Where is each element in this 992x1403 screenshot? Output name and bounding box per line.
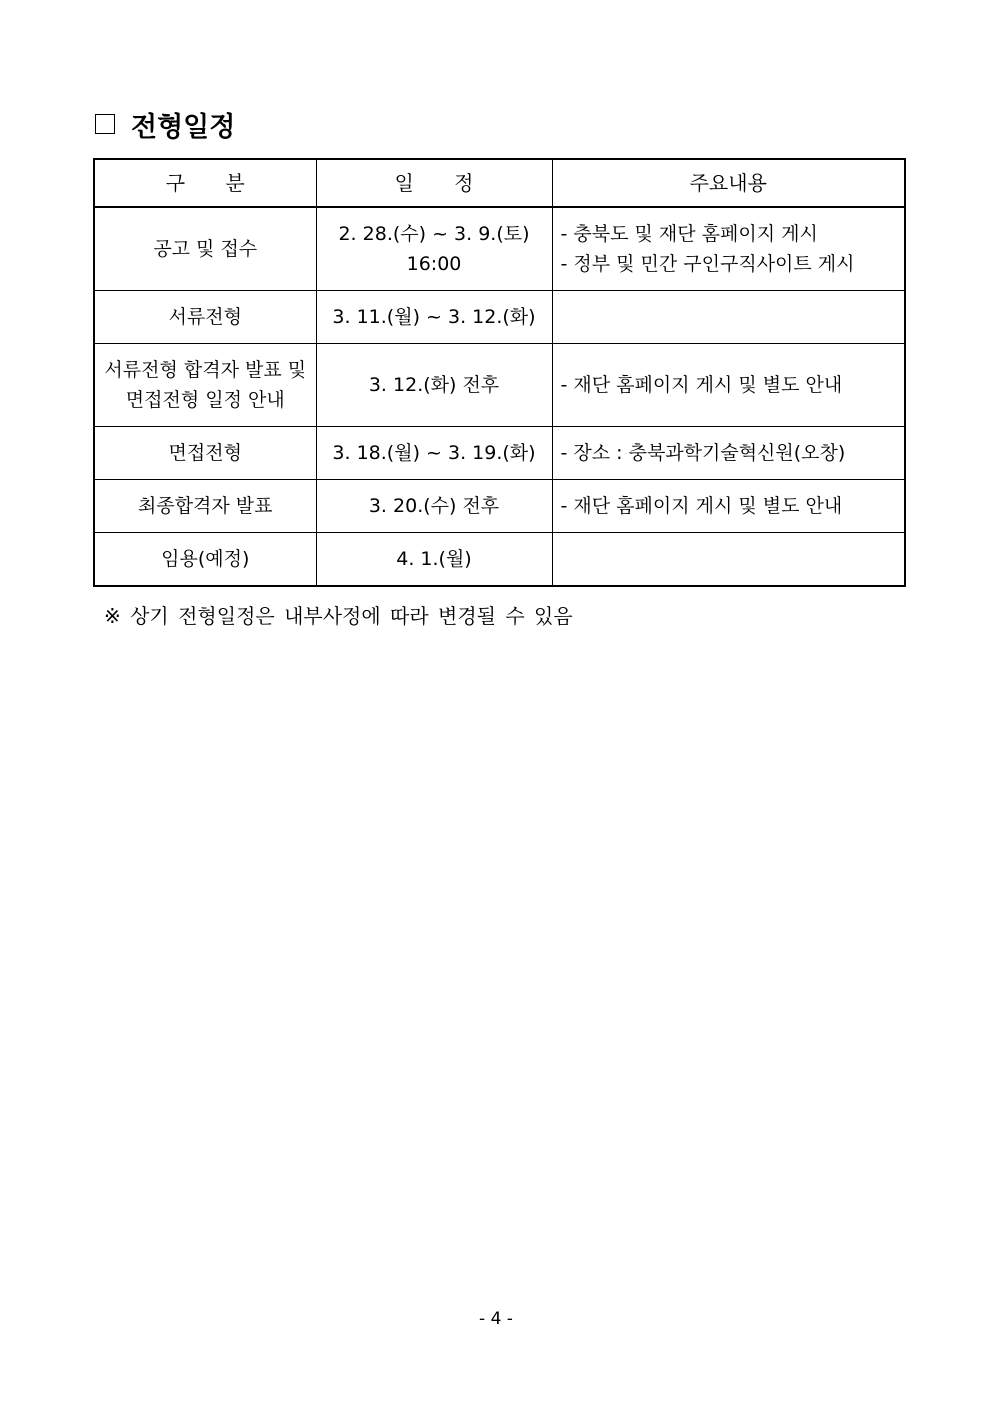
schedule-line: 16:00 xyxy=(406,253,462,275)
table-header-row xyxy=(94,159,905,207)
row-schedule xyxy=(316,344,552,427)
detail-line: - 장소 : 충북과학기술혁신원(오창) xyxy=(560,442,846,464)
checkbox-square-icon xyxy=(95,114,115,134)
schedule-table xyxy=(93,158,906,587)
table-row xyxy=(94,533,905,587)
row-details xyxy=(552,533,905,587)
detail-line: - 재단 홈페이지 게시 및 별도 안내 xyxy=(560,374,843,396)
schedule-line: 4. 1.(월) xyxy=(396,548,472,570)
schedule-line: 2. 28.(수) ~ 3. 9.(토) xyxy=(338,223,530,245)
table-row xyxy=(94,207,905,291)
row-details xyxy=(552,427,905,480)
header-category: 구 분 xyxy=(94,159,316,207)
schedule-line: 3. 12.(화) 전후 xyxy=(368,374,500,396)
row-details xyxy=(552,291,905,344)
row-category: 서류전형 xyxy=(94,291,316,344)
header-details: 주요내용 xyxy=(552,159,905,207)
schedule-line: 3. 18.(월) ~ 3. 19.(화) xyxy=(332,442,536,464)
table-row xyxy=(94,291,905,344)
row-category: 최종합격자 발표 xyxy=(94,480,316,533)
row-schedule xyxy=(316,291,552,344)
row-schedule xyxy=(316,207,552,291)
section-title xyxy=(95,104,235,144)
header-schedule: 일 정 xyxy=(316,159,552,207)
table-row xyxy=(94,344,905,427)
detail-line: - 충북도 및 재단 홈페이지 게시 xyxy=(560,223,818,245)
row-category: 임용(예정) xyxy=(94,533,316,587)
row-schedule xyxy=(316,427,552,480)
detail-line: - 재단 홈페이지 게시 및 별도 안내 xyxy=(560,495,843,517)
schedule-line: 3. 11.(월) ~ 3. 12.(화) xyxy=(332,306,536,328)
row-category: 서류전형 합격자 발표 및 면접전형 일정 안내 xyxy=(94,344,316,427)
table-row xyxy=(94,480,905,533)
section-title-text: 전형일정 xyxy=(131,111,236,143)
schedule-note: ※ 상기 전형일정은 내부사정에 따라 변경될 수 있음 xyxy=(104,604,573,628)
table-row xyxy=(94,427,905,480)
row-details xyxy=(552,344,905,427)
row-category: 공고 및 접수 xyxy=(94,207,316,291)
page-number: - 4 - xyxy=(479,1309,513,1329)
detail-line: - 정부 및 민간 구인구직사이트 게시 xyxy=(560,253,855,275)
schedule-line: 3. 20.(수) 전후 xyxy=(368,495,500,517)
row-category: 면접전형 xyxy=(94,427,316,480)
row-details xyxy=(552,480,905,533)
row-schedule xyxy=(316,533,552,587)
row-schedule xyxy=(316,480,552,533)
row-details xyxy=(552,207,905,291)
